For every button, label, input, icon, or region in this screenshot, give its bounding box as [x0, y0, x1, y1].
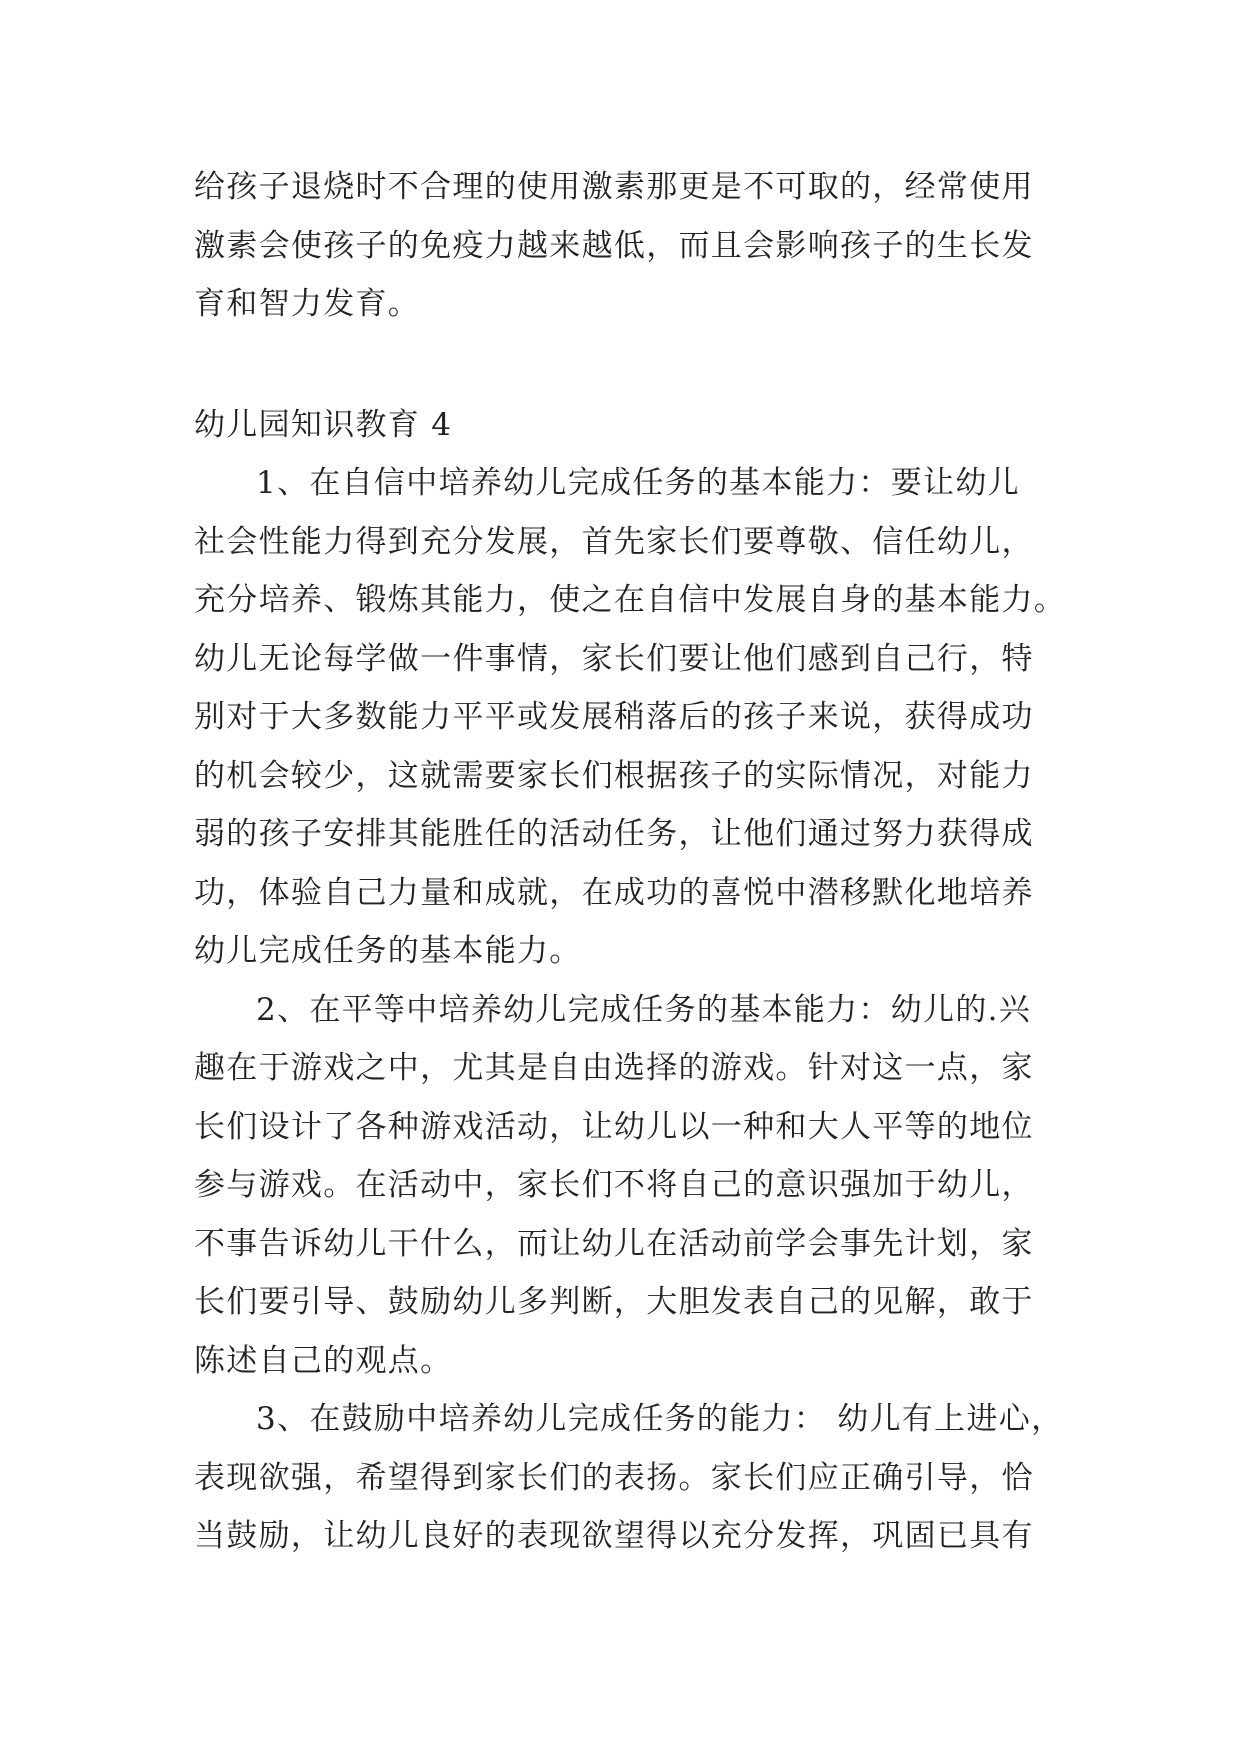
text-line: 幼儿完成任务的基本能力。: [194, 933, 582, 969]
text-line: 2、在平等中培养幼儿完成任务的基本能力：幼儿的.兴: [256, 991, 1032, 1028]
text-line: 1、在自信中培养幼儿完成任务的基本能力：要让幼儿: [256, 465, 1020, 501]
text-line: 弱的孩子安排其能胜任的活动任务，让他们通过努力获得成: [194, 816, 1034, 852]
text-line: 参与游戏。在活动中，家长们不将自己的意识强加于幼儿，: [194, 1167, 1034, 1203]
text-line: 当鼓励，让幼儿良好的表现欲望得以充分发挥，巩固已具有: [194, 1518, 1034, 1554]
text-line: 长们设计了各种游戏活动，让幼儿以一种和大人平等的地位: [194, 1108, 1034, 1145]
text-line: 幼儿无论每学做一件事情，家长们要让他们感到自己行，特: [194, 640, 1034, 677]
text-line: 表现欲强，希望得到家长们的表扬。家长们应正确引导，恰: [194, 1459, 1034, 1496]
text-line: 别对于大多数能力平平或发展稍落后的孩子来说，获得成功: [194, 699, 1034, 735]
text-line: 社会性能力得到充分发展，首先家长们要尊敬、信任幼儿，: [194, 523, 1034, 560]
text-line: 育和智力发育。: [194, 286, 421, 322]
text-line: 陈述自己的观点。: [194, 1342, 453, 1379]
text-line: 充分培养、锻炼其能力，使之在自信中发展自身的基本能力。: [194, 582, 1067, 618]
text-line: 的机会较少，这就需要家长们根据孩子的实际情况，对能力: [194, 757, 1034, 794]
text-line: 功，体验自己力量和成就，在成功的喜悦中潜移默化地培养: [194, 874, 1034, 911]
paragraph-spacer: [194, 334, 1052, 396]
paragraph-3: [194, 1390, 1064, 1566]
paragraph-1: [194, 454, 1067, 981]
section-title: 幼儿园知识教育 4: [194, 406, 453, 443]
text-line: 激素会使孩子的免疫力越来越低，而且会影响孩子的生长发: [194, 227, 1034, 264]
text-line: 3、在鼓励中培养幼儿完成任务的能力： 幼儿有上进心，: [256, 1401, 1064, 1437]
text-line: 不事告诉幼儿干什么，而让幼儿在活动前学会事先计划，家: [194, 1225, 1034, 1262]
text-line: 长们要引导、鼓励幼儿多判断，大胆发表自己的见解，敢于: [194, 1284, 1034, 1320]
intro-paragraph: [194, 158, 1052, 334]
text-line: 趣在于游戏之中，尤其是自由选择的游戏。针对这一点，家: [194, 1050, 1034, 1086]
paragraph-2: [194, 981, 1052, 1391]
document-body: [194, 158, 1067, 1566]
text-line: 给孩子退烧时不合理的使用激素那更是不可取的，经常使用: [194, 169, 1034, 205]
